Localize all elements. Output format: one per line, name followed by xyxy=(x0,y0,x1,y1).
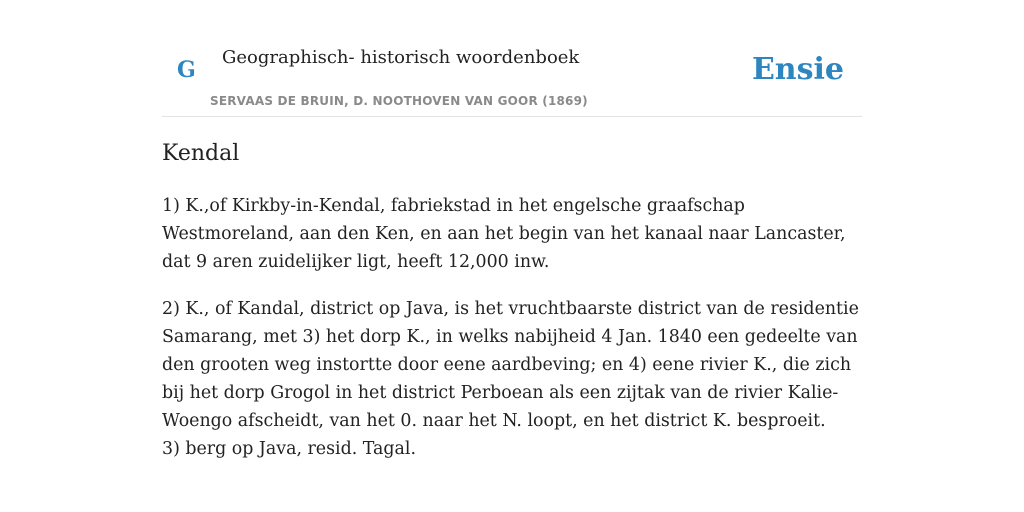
entry-body xyxy=(162,192,867,463)
entry-paragraph-2 xyxy=(162,295,867,463)
book-title-link[interactable]: Geographisch- historisch woordenboek xyxy=(222,47,580,68)
book-initial-badge[interactable]: G xyxy=(177,57,196,83)
book-header xyxy=(162,0,862,117)
entry-paragraph-1: 1) K.,of Kirkby-in-Kendal, fabriekstad in het engelsche graafschap Westmoreland, aan den Ken, en aan het begin van het kanaal naar Lancaster, dat 9 aren zuidelijker ligt, heeft 12,000 inw. xyxy=(162,196,846,272)
entry-paragraph-3: 3) berg op Java, resid. Tagal. xyxy=(162,439,416,459)
entry-paragraph-2-text: 2) K., of Kandal, district op Java, is het vruchtbaarste district van de residentie Samarang, met 3) het dorp K., in welks nabijheid 4 Jan. 1840 een gedeelte van den grooten weg instortte door eene aardbeving; en 4) eene rivier K., die zich bij het dorp Grogol in het district Perboean als een zijtak van de rivier Kalie-Woengo afscheidt, van het 0. naar het N. loopt, en het district K. besproeit. xyxy=(162,299,859,431)
ensie-logo[interactable]: Ensie xyxy=(751,52,844,87)
entry-title: Kendal xyxy=(162,141,240,166)
book-author: SERVAAS DE BRUIN, D. NOOTHOVEN VAN GOOR (1869) xyxy=(210,94,588,108)
